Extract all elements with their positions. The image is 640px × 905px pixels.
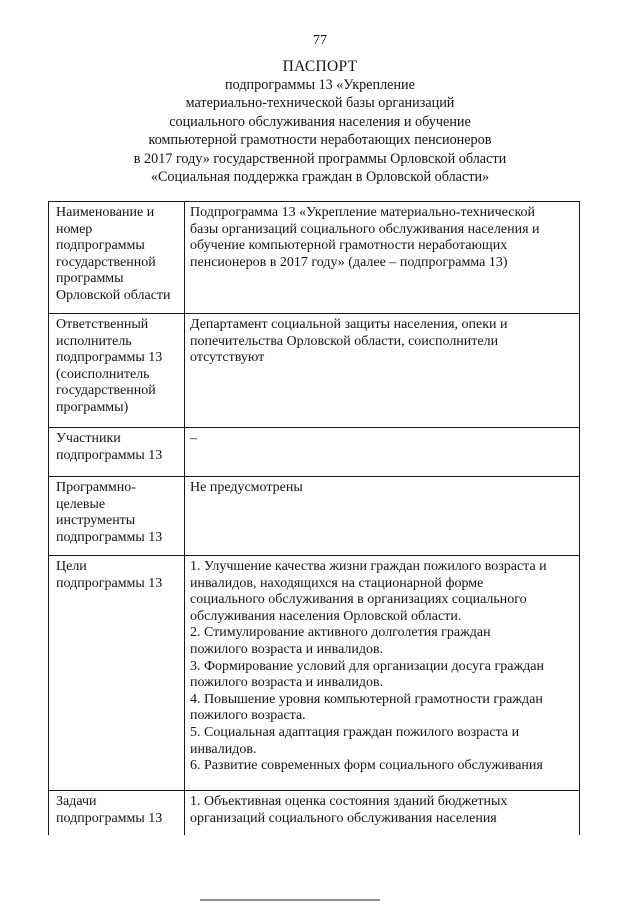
row-value-instruments: Не предусмотрены bbox=[185, 477, 580, 556]
row-label-tasks: Задачи подпрограммы 13 bbox=[49, 791, 185, 835]
row-label-participants: Участники подпрограммы 13 bbox=[49, 428, 185, 477]
passport-table bbox=[48, 201, 580, 835]
table-row bbox=[49, 428, 580, 477]
row-label-instruments: Программно- целевые инструменты подпрограммы 13 bbox=[49, 477, 185, 556]
table-row bbox=[49, 202, 580, 314]
table-row bbox=[49, 791, 580, 835]
passport-heading bbox=[0, 57, 640, 186]
heading-line: компьютерной грамотности неработающих пенсионеров bbox=[148, 132, 492, 149]
scan-artifact-line bbox=[200, 899, 380, 901]
table-row bbox=[49, 556, 580, 791]
row-value-executor: Департамент социальной защиты населения, опеки и попечительства Орловской области, соисполнители отсутствуют bbox=[185, 314, 580, 428]
heading-line: социального обслуживания населения и обучение bbox=[169, 113, 471, 130]
heading-line: «Социальная поддержка граждан в Орловской области» bbox=[150, 169, 490, 186]
row-label-executor: Ответственный исполнитель подпрограммы 13 (соисполнитель государственной программы) bbox=[49, 314, 185, 428]
row-label-name: Наименование и номер подпрограммы государственной программы Орловской области bbox=[49, 202, 185, 314]
heading-line: подпрограммы 13 «Укрепление bbox=[225, 77, 415, 93]
table-row bbox=[49, 477, 580, 556]
row-value-goals: 1. Улучшение качества жизни граждан пожилого возраста и инвалидов, находящихся на стационарной форме социального обслуживания в организациях социального обслуживания населения Орловской области. 2. Стимулирование активного долголетия граждан пожилого возраста и инвалидов. 3. Формирование условий для организации досуга граждан пожилого возраста и инвалидов. 4. Повышение уровня компьютерной грамотности граждан пожилого возраста. 5. Социальная адаптация граждан пожилого возраста и инвалидов. 6. Развитие современных форм социального обслуживания bbox=[185, 556, 580, 791]
heading-title: ПАСПОРТ bbox=[282, 58, 358, 75]
row-value-participants: – bbox=[185, 428, 580, 477]
heading-line: в 2017 году» государственной программы Орловской области bbox=[133, 150, 507, 167]
heading-line: материально-технической базы организаций bbox=[185, 95, 455, 112]
row-label-goals: Цели подпрограммы 13 bbox=[49, 556, 185, 791]
page-number: 77 bbox=[313, 33, 327, 48]
row-value-tasks: 1. Объективная оценка состояния зданий бюджетных организаций социального обслуживания населения bbox=[185, 791, 580, 835]
table-row bbox=[49, 314, 580, 428]
row-value-name: Подпрограмма 13 «Укрепление материально-технической базы организаций социального обслуживания населения и обучение компьютерной грамотности неработающих пенсионеров в 2017 году» (далее – подпрограмма 13) bbox=[185, 202, 580, 314]
